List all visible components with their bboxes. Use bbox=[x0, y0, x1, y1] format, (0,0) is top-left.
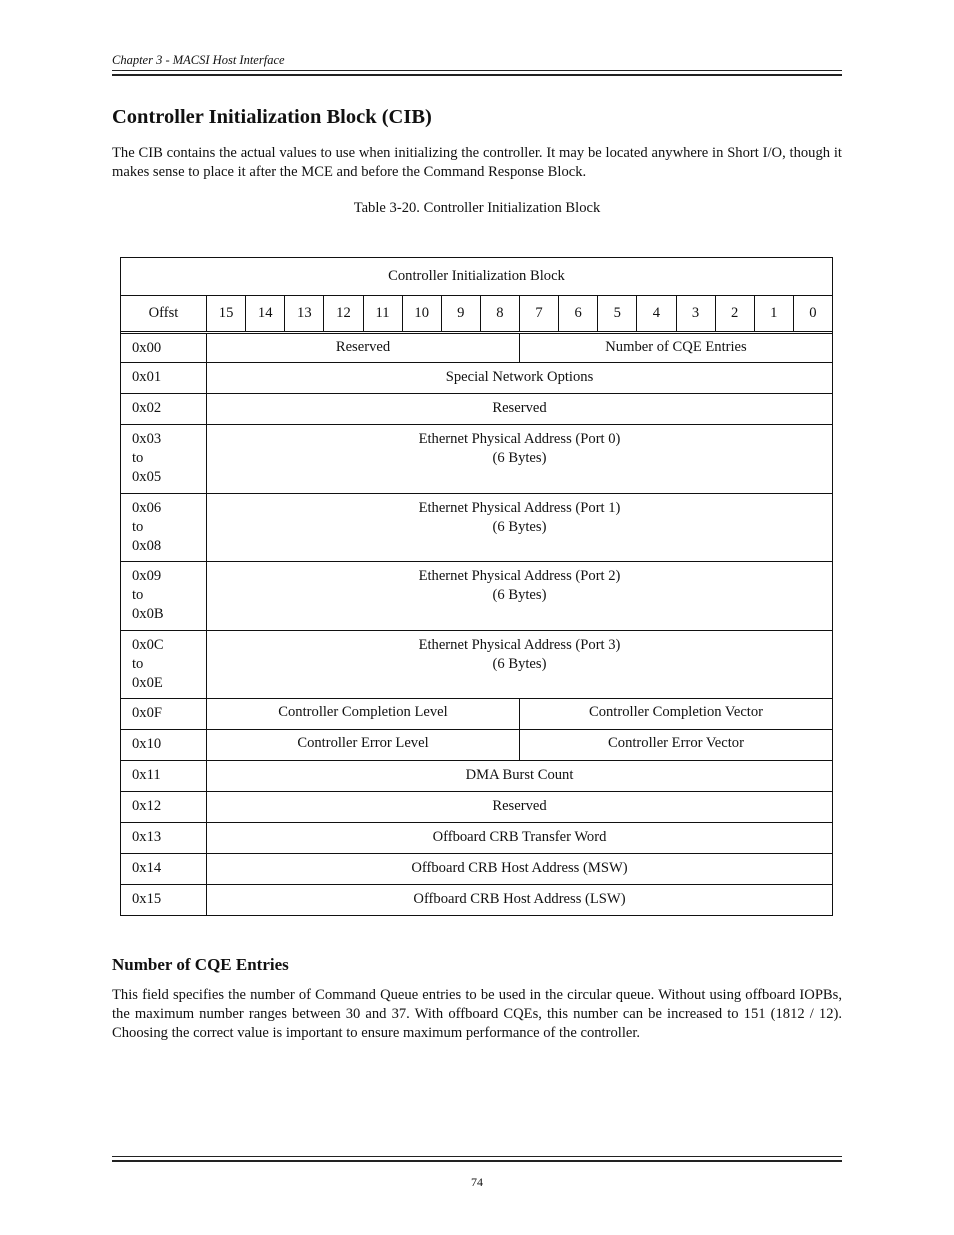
field-cell: Offboard CRB Transfer Word bbox=[206, 823, 832, 853]
table-row bbox=[121, 424, 832, 493]
table-row bbox=[121, 561, 832, 630]
section-title: Controller Initialization Block (CIB) bbox=[112, 106, 432, 128]
offset-cell: 0x0F bbox=[132, 705, 163, 721]
page-number: 74 bbox=[471, 1175, 483, 1189]
table-row bbox=[121, 331, 832, 362]
footer-rule bbox=[112, 1156, 842, 1157]
table-row bbox=[121, 493, 832, 562]
table-row bbox=[121, 698, 832, 729]
cqe-paragraph: This field specifies the number of Command Queue entries to be used in the circular queue. Without using offboard IOPBs, the maximum number ranges between 30 and 37. With offboard CQEs, this number can be increased to 151 (1812 / 12). Choosing the correct value is important to ensure maximum performance of the controller. bbox=[112, 987, 842, 1041]
offset-cell: 0x15 bbox=[132, 891, 162, 907]
table-caption: Table 3-20. Controller Initialization Block bbox=[353, 200, 601, 216]
high-byte-cell: Controller Completion Level bbox=[206, 699, 519, 729]
table-title: Controller Initialization Block bbox=[388, 268, 565, 284]
bit-header-cell: 2 bbox=[715, 296, 754, 331]
offset-cell: 0x00 bbox=[132, 340, 162, 356]
bit-header-cell: 11 bbox=[363, 296, 402, 331]
offset-cell: 0x11 bbox=[132, 767, 161, 783]
table-row bbox=[121, 884, 832, 915]
bit-header-cell: 6 bbox=[558, 296, 597, 331]
table-row bbox=[121, 760, 832, 791]
offset-cell: 0x12 bbox=[132, 798, 162, 814]
table-row bbox=[121, 729, 832, 760]
bit-header-cell: 10 bbox=[402, 296, 441, 331]
low-byte-cell: Controller Error Vector bbox=[519, 730, 832, 760]
offset-cell: 0x13 bbox=[132, 829, 162, 845]
table-row bbox=[121, 822, 832, 853]
table-row bbox=[121, 362, 832, 393]
bit-header-cell: 8 bbox=[480, 296, 519, 331]
table-row bbox=[121, 791, 832, 822]
offset-cell: 0x01 bbox=[132, 369, 162, 385]
bit-header-cell: 1 bbox=[754, 296, 793, 331]
cib-table bbox=[120, 257, 833, 916]
bit-header-cell: 12 bbox=[323, 296, 362, 331]
header-rule-thick bbox=[112, 74, 842, 76]
low-byte-cell: Controller Completion Vector bbox=[519, 699, 832, 729]
offset-cell: 0x10 bbox=[132, 736, 162, 752]
offset-header: Offst bbox=[148, 305, 179, 321]
header-rule bbox=[112, 70, 842, 71]
cqe-title: Number of CQE Entries bbox=[112, 955, 289, 974]
offset-cell: 0x09 to 0x0B bbox=[132, 568, 164, 622]
offset-cell: 0x03 to 0x05 bbox=[132, 431, 162, 485]
table-title-row bbox=[121, 258, 832, 295]
field-cell: Ethernet Physical Address (Port 2) (6 Bytes) bbox=[206, 562, 832, 630]
low-byte-cell: Number of CQE Entries bbox=[519, 334, 832, 362]
bit-header-cell: 9 bbox=[441, 296, 480, 331]
bit-header-cell: 5 bbox=[597, 296, 636, 331]
field-cell: Ethernet Physical Address (Port 1) (6 Bytes) bbox=[206, 494, 832, 562]
offset-cell: 0x14 bbox=[132, 860, 162, 876]
offset-cell: 0x0C to 0x0E bbox=[132, 636, 164, 691]
bit-header-cell: 3 bbox=[676, 296, 715, 331]
field-cell: Reserved bbox=[206, 792, 832, 822]
bit-header-cell: 0 bbox=[793, 296, 832, 331]
bit-header-cell: 4 bbox=[636, 296, 675, 331]
table-row bbox=[121, 393, 832, 424]
intro-paragraph: The CIB contains the actual values to use when initializing the controller. It may be located anywhere in Short I/O, though it makes sense to place it after the MCE and before the Command Response Block. bbox=[112, 145, 842, 180]
field-cell: Special Network Options bbox=[206, 363, 832, 393]
offset-cell: 0x02 bbox=[132, 400, 162, 416]
field-cell: DMA Burst Count bbox=[206, 761, 832, 791]
table-row bbox=[121, 630, 832, 699]
field-cell: Offboard CRB Host Address (LSW) bbox=[206, 885, 832, 915]
bit-header-row bbox=[121, 295, 832, 331]
high-byte-cell: Controller Error Level bbox=[206, 730, 519, 760]
running-head: Chapter 3 - MACSI Host Interface bbox=[112, 53, 285, 67]
bit-header-cell: 13 bbox=[284, 296, 323, 331]
bit-header-cell: 7 bbox=[519, 296, 558, 331]
field-cell: Ethernet Physical Address (Port 0) (6 Bytes) bbox=[206, 425, 832, 493]
bit-header-cell: 15 bbox=[206, 296, 245, 331]
table-row bbox=[121, 853, 832, 884]
field-cell: Offboard CRB Host Address (MSW) bbox=[206, 854, 832, 884]
bit-header-cell: 14 bbox=[245, 296, 284, 331]
offset-cell: 0x06 to 0x08 bbox=[132, 499, 162, 554]
field-cell: Reserved bbox=[206, 394, 832, 424]
field-cell: Ethernet Physical Address (Port 3) (6 Bytes) bbox=[206, 631, 832, 699]
footer-rule-thick bbox=[112, 1160, 842, 1162]
high-byte-cell: Reserved bbox=[206, 334, 519, 362]
